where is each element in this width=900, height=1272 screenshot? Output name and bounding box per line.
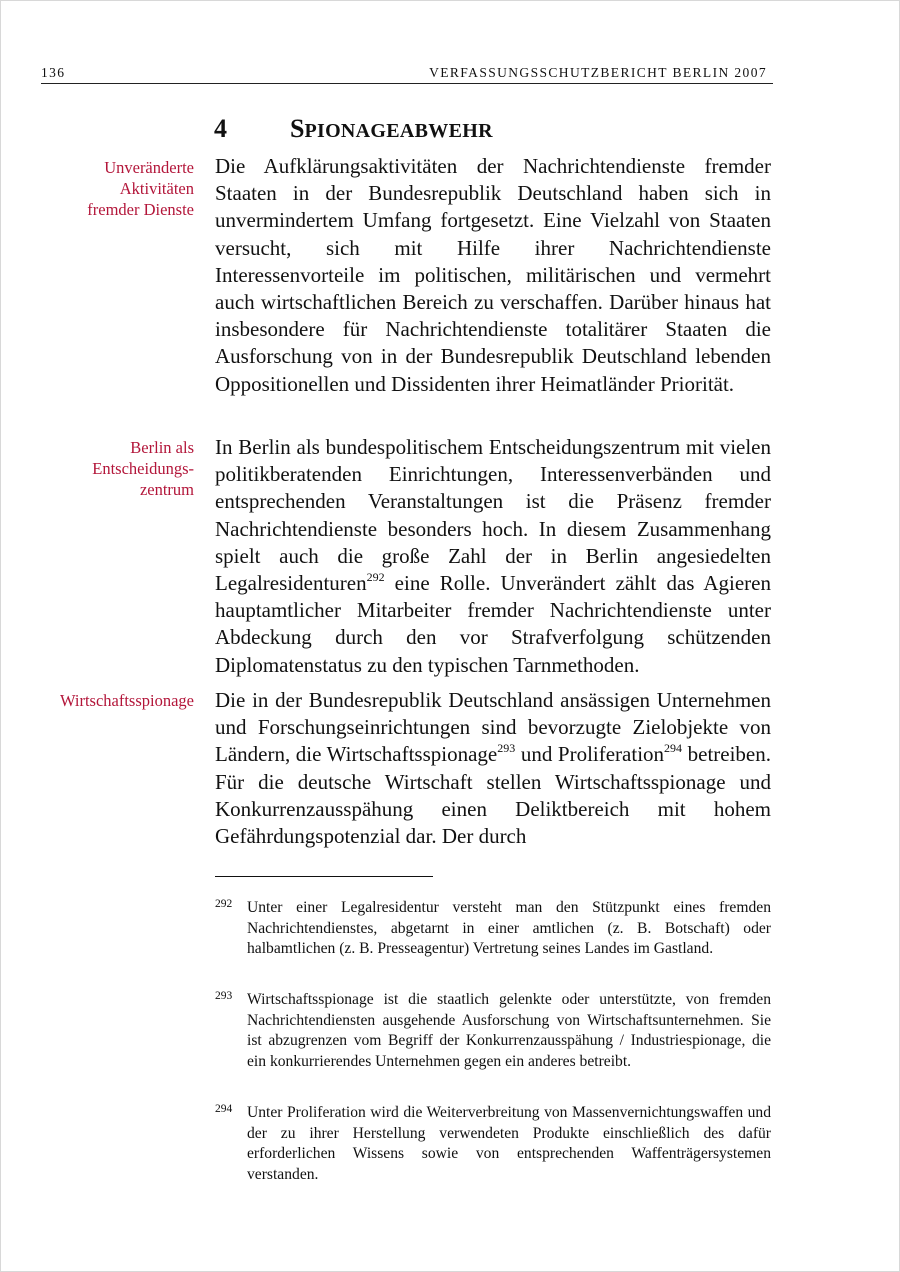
paragraph-berlin-entscheidungszentrum xyxy=(215,434,771,679)
margin-note-line: Aktivitäten xyxy=(119,179,194,198)
chapter-number: 4 xyxy=(214,114,227,143)
chapter-heading xyxy=(214,114,493,144)
paragraph-text: Die in der Bundesrepublik Deutschland ansässigen Unternehmen und Forschungseinrichtungen sind bevorzugte Zielobjekte von Ländern, die Wirtschaftsspionage xyxy=(215,688,771,767)
paragraph-text: betreiben. Für die deutsche Wirtschaft stellen Wirtschaftsspionage und Konkurrenzausspähung einen Deliktbereich mit hohem Gefährdungspotenzial dar. Der durch xyxy=(215,742,771,849)
footnote-reference-293[interactable]: 293 xyxy=(497,741,516,756)
chapter-title-rest: PIONAGEABWEHR xyxy=(304,120,493,142)
footnote-293 xyxy=(215,990,771,1072)
footnote-reference-294[interactable]: 294 xyxy=(664,741,683,756)
footnote-294 xyxy=(215,1103,771,1185)
page-number: 136 xyxy=(41,65,66,80)
paragraph-text: und Proliferation xyxy=(515,742,665,767)
margin-note-line: Unveränderte xyxy=(104,158,194,177)
footnote-mark: 292 xyxy=(215,898,233,910)
margin-note-line: Wirtschaftsspionage xyxy=(59,691,194,710)
margin-note-unveraenderte-aktivitaeten xyxy=(24,157,194,220)
paragraph-aufklaerungsaktivitaeten xyxy=(215,153,771,398)
chapter-title xyxy=(290,114,493,143)
footnote-reference-292[interactable]: 292 xyxy=(366,570,385,585)
paragraph-text: In Berlin als bundespolitischem Entscheidungszentrum mit vielen politikberatenden Einrichtungen, Interessenverbänden und entsprechenden Veranstaltungen ist die Präsenz fremder Nachrichtendienste besonders hoch. In diesem Zusammenhang spielt auch die große Zahl der in Berlin angesiedelten Legalresidenturen xyxy=(215,435,771,596)
margin-note-line: Berlin als xyxy=(130,438,194,457)
paragraph-text: Die Aufklärungsaktivitäten der Nachrichtendienste fremder Staaten in der Bundesrepublik Deutschland haben sich in unvermindertem Umfang fortgesetzt. Eine Vielzahl von Staaten versucht, sich mit Hilfe ihrer Nachrichtendienste Interessenvorteile im politischen, militärischen und vermehrt auch wirtschaftlichen Bereich zu verschaffen. Darüber hinaus hat insbesondere für Nachrichtendienste totalitärer Staaten die Ausforschung von in der Bundesrepublik Deutschland lebenden Oppositionellen und Dissidenten ihrer Heimatländer Priorität. xyxy=(215,154,771,396)
footnote-text: Unter Proliferation wird die Weiterverbreitung von Massenvernichtungswaffen und der zu ihrer Herstellung verwendeten Produkte einschließlich des dafür erforderlichen Wissens sowie von entsprechenden Waffenträgersystemen verstanden. xyxy=(247,1104,771,1183)
footnote-text: Wirtschaftsspionage ist die staatlich gelenkte oder unterstützte, von fremden Nachrichtendiensten ausgehende Ausforschung von Wirtschaftsunternehmen. Sie ist abzugrenzen vom Begriff der Konkurrenzausspähung / Industriespionage, die ein konkurrierendes Unternehmen gegen ein anderes betreibt. xyxy=(247,991,771,1070)
margin-note-line: zentrum xyxy=(139,480,194,499)
margin-note-wirtschaftsspionage xyxy=(24,690,194,711)
running-header xyxy=(41,63,773,84)
chapter-title-initial: S xyxy=(290,114,305,143)
paragraph-text: eine Rolle. Unverändert zählt das Agieren hauptamtlicher Mitarbeiter fremder Nachrichtendienste unter Abdeckung durch den vor Strafverfolgung schützenden Diplomatenstatus zu den typischen Tarnmethoden. xyxy=(215,571,771,677)
margin-note-line: fremder Dienste xyxy=(87,200,194,219)
footnote-mark: 294 xyxy=(215,1103,233,1115)
footnote-mark: 293 xyxy=(215,990,233,1002)
footnote-separator xyxy=(215,876,433,877)
footnote-text: Unter einer Legalresidentur versteht man den Stützpunkt eines fremden Nachrichtendienstes, abgetarnt in einer amtlichen (z. B. Botschaft) oder halbamtlichen (z. B. Presseagentur) Vertretung seines Landes im Gastland. xyxy=(247,899,771,958)
margin-note-berlin-entscheidungszentrum xyxy=(24,437,194,500)
margin-note-line: Entscheidungs- xyxy=(92,459,194,478)
footnote-292 xyxy=(215,898,771,960)
running-title: VERFASSUNGSSCHUTZBERICHT BERLIN 2007 xyxy=(429,65,767,80)
paragraph-wirtschaftsspionage xyxy=(215,687,771,850)
